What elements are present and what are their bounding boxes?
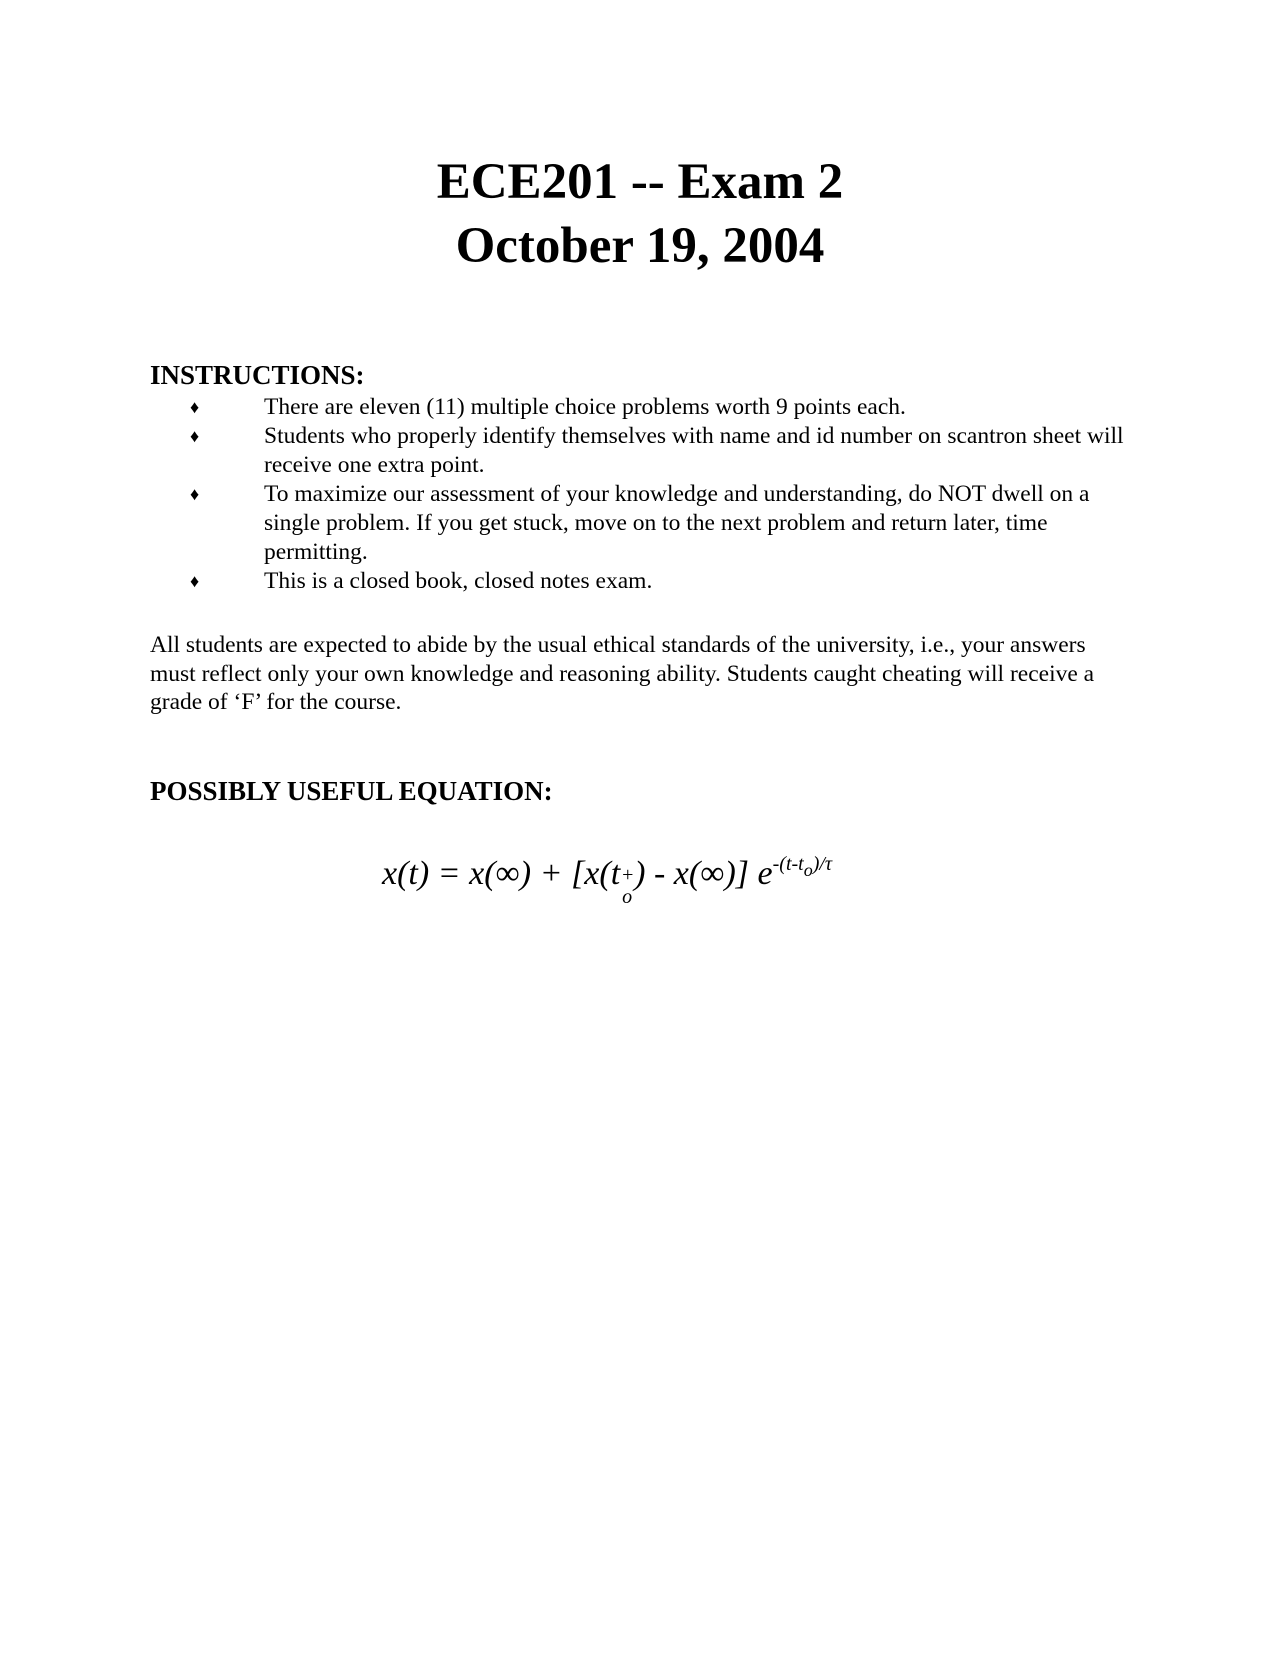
- plus-superscript: +: [622, 864, 634, 887]
- exponent-subscript: o: [803, 860, 813, 880]
- diamond-bullet-icon: ♦: [190, 397, 200, 417]
- exam-title: ECE201 -- Exam 2: [436, 154, 844, 210]
- equation-heading: POSSIBLY USEFUL EQUATION:: [150, 776, 553, 806]
- equation-segment: )] e: [724, 855, 773, 892]
- infinity-symbol: ∞: [495, 855, 520, 892]
- instruction-text: This is a closed book, closed notes exam.: [264, 568, 653, 594]
- o-subscript: o: [622, 886, 633, 909]
- instruction-text: There are eleven (11) multiple choice problems worth 9 points each.: [264, 394, 906, 420]
- exponent-end: )/τ: [812, 853, 833, 875]
- diamond-bullet-icon: ♦: [190, 484, 200, 504]
- instructions-heading: INSTRUCTIONS:: [150, 360, 365, 390]
- exam-title-block: [0, 150, 1280, 278]
- instruction-item: [150, 480, 1130, 567]
- t-naught-plus-script: [620, 859, 634, 909]
- instruction-text: To maximize our assessment of your knowledge and understanding, do NOT dwell on a single problem. If you get stuck, move on to the next problem and return later, time permitting.: [264, 481, 1090, 565]
- instruction-item: [150, 393, 1130, 422]
- infinity-symbol: ∞: [700, 855, 725, 892]
- diamond-bullet-icon: ♦: [190, 426, 200, 446]
- diamond-bullet-icon: ♦: [190, 571, 200, 591]
- equation-segment: ) + [x(t: [519, 855, 621, 892]
- step-response-equation: [382, 852, 833, 909]
- ethics-statement: All students are expected to abide by the usual ethical standards of the university, i.e., your answers must reflect only your own knowledge and reasoning ability. Students caught cheating will receive a grade of ‘F’ for the course.: [150, 632, 1095, 715]
- equation-segment: ) - x(: [634, 855, 701, 892]
- equation-lhs: x(t) = x(: [382, 855, 496, 892]
- instruction-text: Students who properly identify themselves with name and id number on scantron sheet will receive one extra point.: [264, 423, 1124, 478]
- exponent: [772, 853, 833, 880]
- instruction-item: [150, 422, 1130, 480]
- exponent-start: -(t-t: [772, 853, 804, 875]
- exam-date: October 19, 2004: [455, 218, 825, 274]
- instruction-item: [150, 567, 1130, 596]
- instruction-list: [150, 393, 1130, 596]
